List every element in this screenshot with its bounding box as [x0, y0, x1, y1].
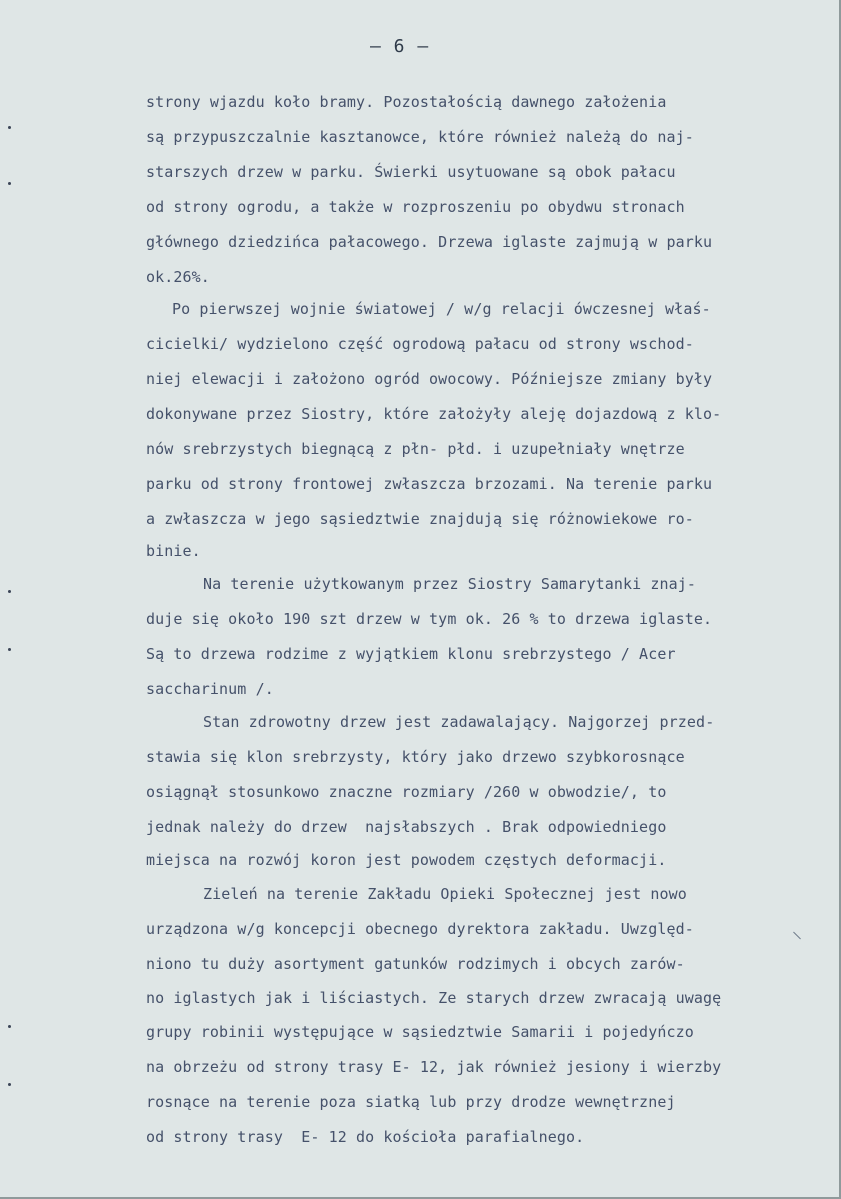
text-line: strony wjazdu koło bramy. Pozostałością dawnego założenia: [146, 93, 667, 111]
text-line: niono tu duży asortyment gatunków rodzimych i obcych zarów-: [146, 955, 685, 973]
text-line: no iglastych jak i liściastych. Ze starych drzew zwracają uwagę: [146, 989, 722, 1007]
text-line: Stan zdrowotny drzew jest zadawalający. Najgorzej przed-: [203, 713, 715, 731]
text-line: głównego dziedzińca pałacowego. Drzewa iglaste zajmują w parku: [146, 233, 713, 251]
text-line: grupy robinii występujące w sąsiedztwie Samarii i pojedyńczo: [146, 1023, 694, 1041]
text-line: miejsca na rozwój koron jest powodem częstych deformacji.: [146, 851, 667, 869]
text-line: saccharinum /.: [146, 680, 274, 698]
text-line: binie.: [146, 542, 201, 560]
text-line: nów srebrzystych biegnącą z płn- płd. i uzupełniały wnętrze: [146, 440, 685, 458]
text-line: urządzona w/g koncepcji obecnego dyrektora zakładu. Uwzględ-: [146, 920, 694, 938]
text-line: Po pierwszej wojnie światowej / w/g relacji ówczesnej właś-: [172, 300, 711, 318]
text-line: Na terenie użytkowanym przez Siostry Samarytanki znaj-: [203, 575, 697, 593]
text-line: parku od strony frontowej zwłaszcza brzozami. Na terenie parku: [146, 475, 713, 493]
punch-dot: [8, 648, 11, 651]
text-line: od strony trasy E- 12 do kościoła parafialnego.: [146, 1128, 585, 1146]
text-line: są przypuszczalnie kasztanowce, które również należą do naj-: [146, 128, 694, 146]
punch-dot: [8, 1083, 11, 1086]
text-line: niej elewacji i założono ogród owocowy. Późniejsze zmiany były: [146, 370, 713, 388]
text-line: dokonywane przez Siostry, które założyły aleję dojazdową z klo-: [146, 405, 722, 423]
text-line: osiągnął stosunkowo znaczne rozmiary /260 w obwodzie/, to: [146, 783, 667, 801]
text-line: jednak należy do drzew najsłabszych . Brak odpowiedniego: [146, 818, 667, 836]
page-number: — 6 —: [370, 36, 430, 57]
punch-dot: [8, 126, 11, 129]
text-line: na obrzeżu od strony trasy E- 12, jak również jesiony i wierzby: [146, 1058, 722, 1076]
punch-dot: [8, 590, 11, 593]
punch-dot: [8, 182, 11, 185]
text-line: rosnące na terenie poza siatką lub przy drodze wewnętrznej: [146, 1093, 676, 1111]
text-line: duje się około 190 szt drzew w tym ok. 26 % to drzewa iglaste.: [146, 610, 713, 628]
punch-dot: [8, 1025, 11, 1028]
text-line: od strony ogrodu, a także w rozproszeniu po obydwu stronach: [146, 198, 685, 216]
text-line: ok.26%.: [146, 268, 210, 286]
text-line: a zwłaszcza w jego sąsiedztwie znajdują się różnowiekowe ro-: [146, 510, 694, 528]
text-line: cicielki/ wydzielono część ogrodową pałacu od strony wschod-: [146, 335, 694, 353]
text-line: starszych drzew w parku. Świerki usytuowane są obok pałacu: [146, 163, 676, 181]
text-line: stawia się klon srebrzysty, który jako drzewo szybkorosnące: [146, 748, 685, 766]
text-line: Zieleń na terenie Zakładu Opieki Społecznej jest nowo: [203, 885, 687, 903]
text-line: Są to drzewa rodzime z wyjątkiem klonu srebrzystego / Acer: [146, 645, 676, 663]
